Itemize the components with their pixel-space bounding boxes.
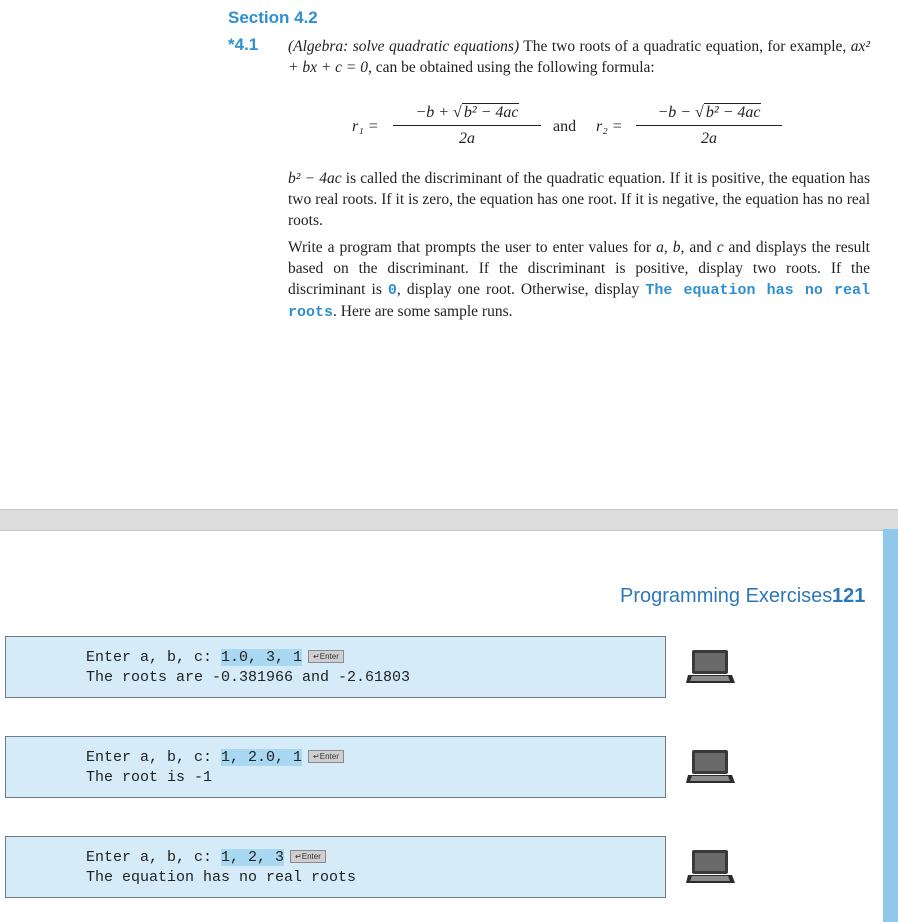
laptop-icon xyxy=(686,748,736,786)
intro-text-1: The two roots of a quadratic equation, for example, xyxy=(519,38,851,55)
zero-code: 0 xyxy=(387,282,397,299)
run-output: The root is -1 xyxy=(86,769,213,786)
r2-denominator: 2a xyxy=(701,130,717,147)
run-output: The equation has no real roots xyxy=(86,869,357,886)
sample-run-3 xyxy=(5,836,666,898)
page-header-title: Programming Exercises xyxy=(620,585,833,607)
r1-fraction xyxy=(393,104,541,148)
run-prompt-line xyxy=(86,749,344,766)
discriminant-text: is called the discriminant of the quadratic equation. If it is positive, the equation has two real roots. If it is zero, the equation has one root. If it is negative, the equation has no real roots. xyxy=(288,170,870,229)
run-prompt: Enter a, b, c: xyxy=(86,649,222,666)
enter-key-icon: ↵Enter xyxy=(308,650,344,663)
run-prompt: Enter a, b, c: xyxy=(86,749,222,766)
r1-numerator: −b + √ b² − 4ac xyxy=(393,104,541,126)
message-code: The equation has no real roots xyxy=(288,282,870,321)
r2-numerator: −b − √ b² − 4ac xyxy=(636,104,782,126)
example-equation: ax² + bx + c = 0 xyxy=(288,38,870,76)
run-input: 1, 2, 3 xyxy=(221,849,285,866)
r1-radicand: b² − 4ac xyxy=(463,104,519,121)
var-a: a xyxy=(656,239,664,256)
run-input: 1, 2.0, 1 xyxy=(221,749,303,766)
sample-run-2 xyxy=(5,736,666,798)
run-prompt-line xyxy=(86,649,344,666)
laptop-icon xyxy=(686,848,736,886)
section-title: Section 4.2 xyxy=(228,8,318,27)
and-label: and xyxy=(553,118,577,135)
program-text-2: and displays the result based on the discriminant. If the discriminant is positive, display two roots. If the discriminant is xyxy=(288,239,870,298)
sep-2: , and xyxy=(680,239,717,256)
discriminant-paragraph xyxy=(288,168,870,231)
program-paragraph xyxy=(288,237,870,323)
enter-key-icon: ↵Enter xyxy=(308,750,344,763)
page-number: 121 xyxy=(832,585,866,607)
r1-label: r₁ = xyxy=(352,118,379,135)
enter-key-icon: ↵Enter xyxy=(290,850,326,863)
run-prompt: Enter a, b, c: xyxy=(86,849,222,866)
exercise-intro xyxy=(288,36,870,78)
program-text-4: . Here are some sample runs. xyxy=(333,303,513,320)
r2-radicand: b² − 4ac xyxy=(705,104,761,121)
var-b: b xyxy=(672,239,681,256)
discriminant-expression: b² − 4ac xyxy=(288,170,342,187)
r2-label: r₂ = xyxy=(596,118,623,135)
r1-denominator: 2a xyxy=(459,130,475,147)
sample-run-1 xyxy=(5,636,666,698)
run-prompt-line xyxy=(86,849,326,866)
program-text-3: , display one root. Otherwise, display xyxy=(396,281,646,298)
exercise-number: *4.1 xyxy=(228,35,259,54)
page-divider xyxy=(0,509,898,531)
exercise-title: (Algebra: solve quadratic equations) xyxy=(288,38,520,55)
page-edge-bar xyxy=(883,529,898,922)
program-text-1: Write a program that prompts the user to enter values for xyxy=(288,239,657,256)
intro-text-2: , can be obtained using the following formula: xyxy=(368,59,655,76)
r2-fraction xyxy=(636,104,782,148)
var-c: c xyxy=(716,239,724,256)
run-output: The roots are -0.381966 and -2.61803 xyxy=(86,669,411,686)
run-input: 1.0, 3, 1 xyxy=(221,649,303,666)
laptop-icon xyxy=(686,648,736,686)
sep-1: , xyxy=(663,239,673,256)
